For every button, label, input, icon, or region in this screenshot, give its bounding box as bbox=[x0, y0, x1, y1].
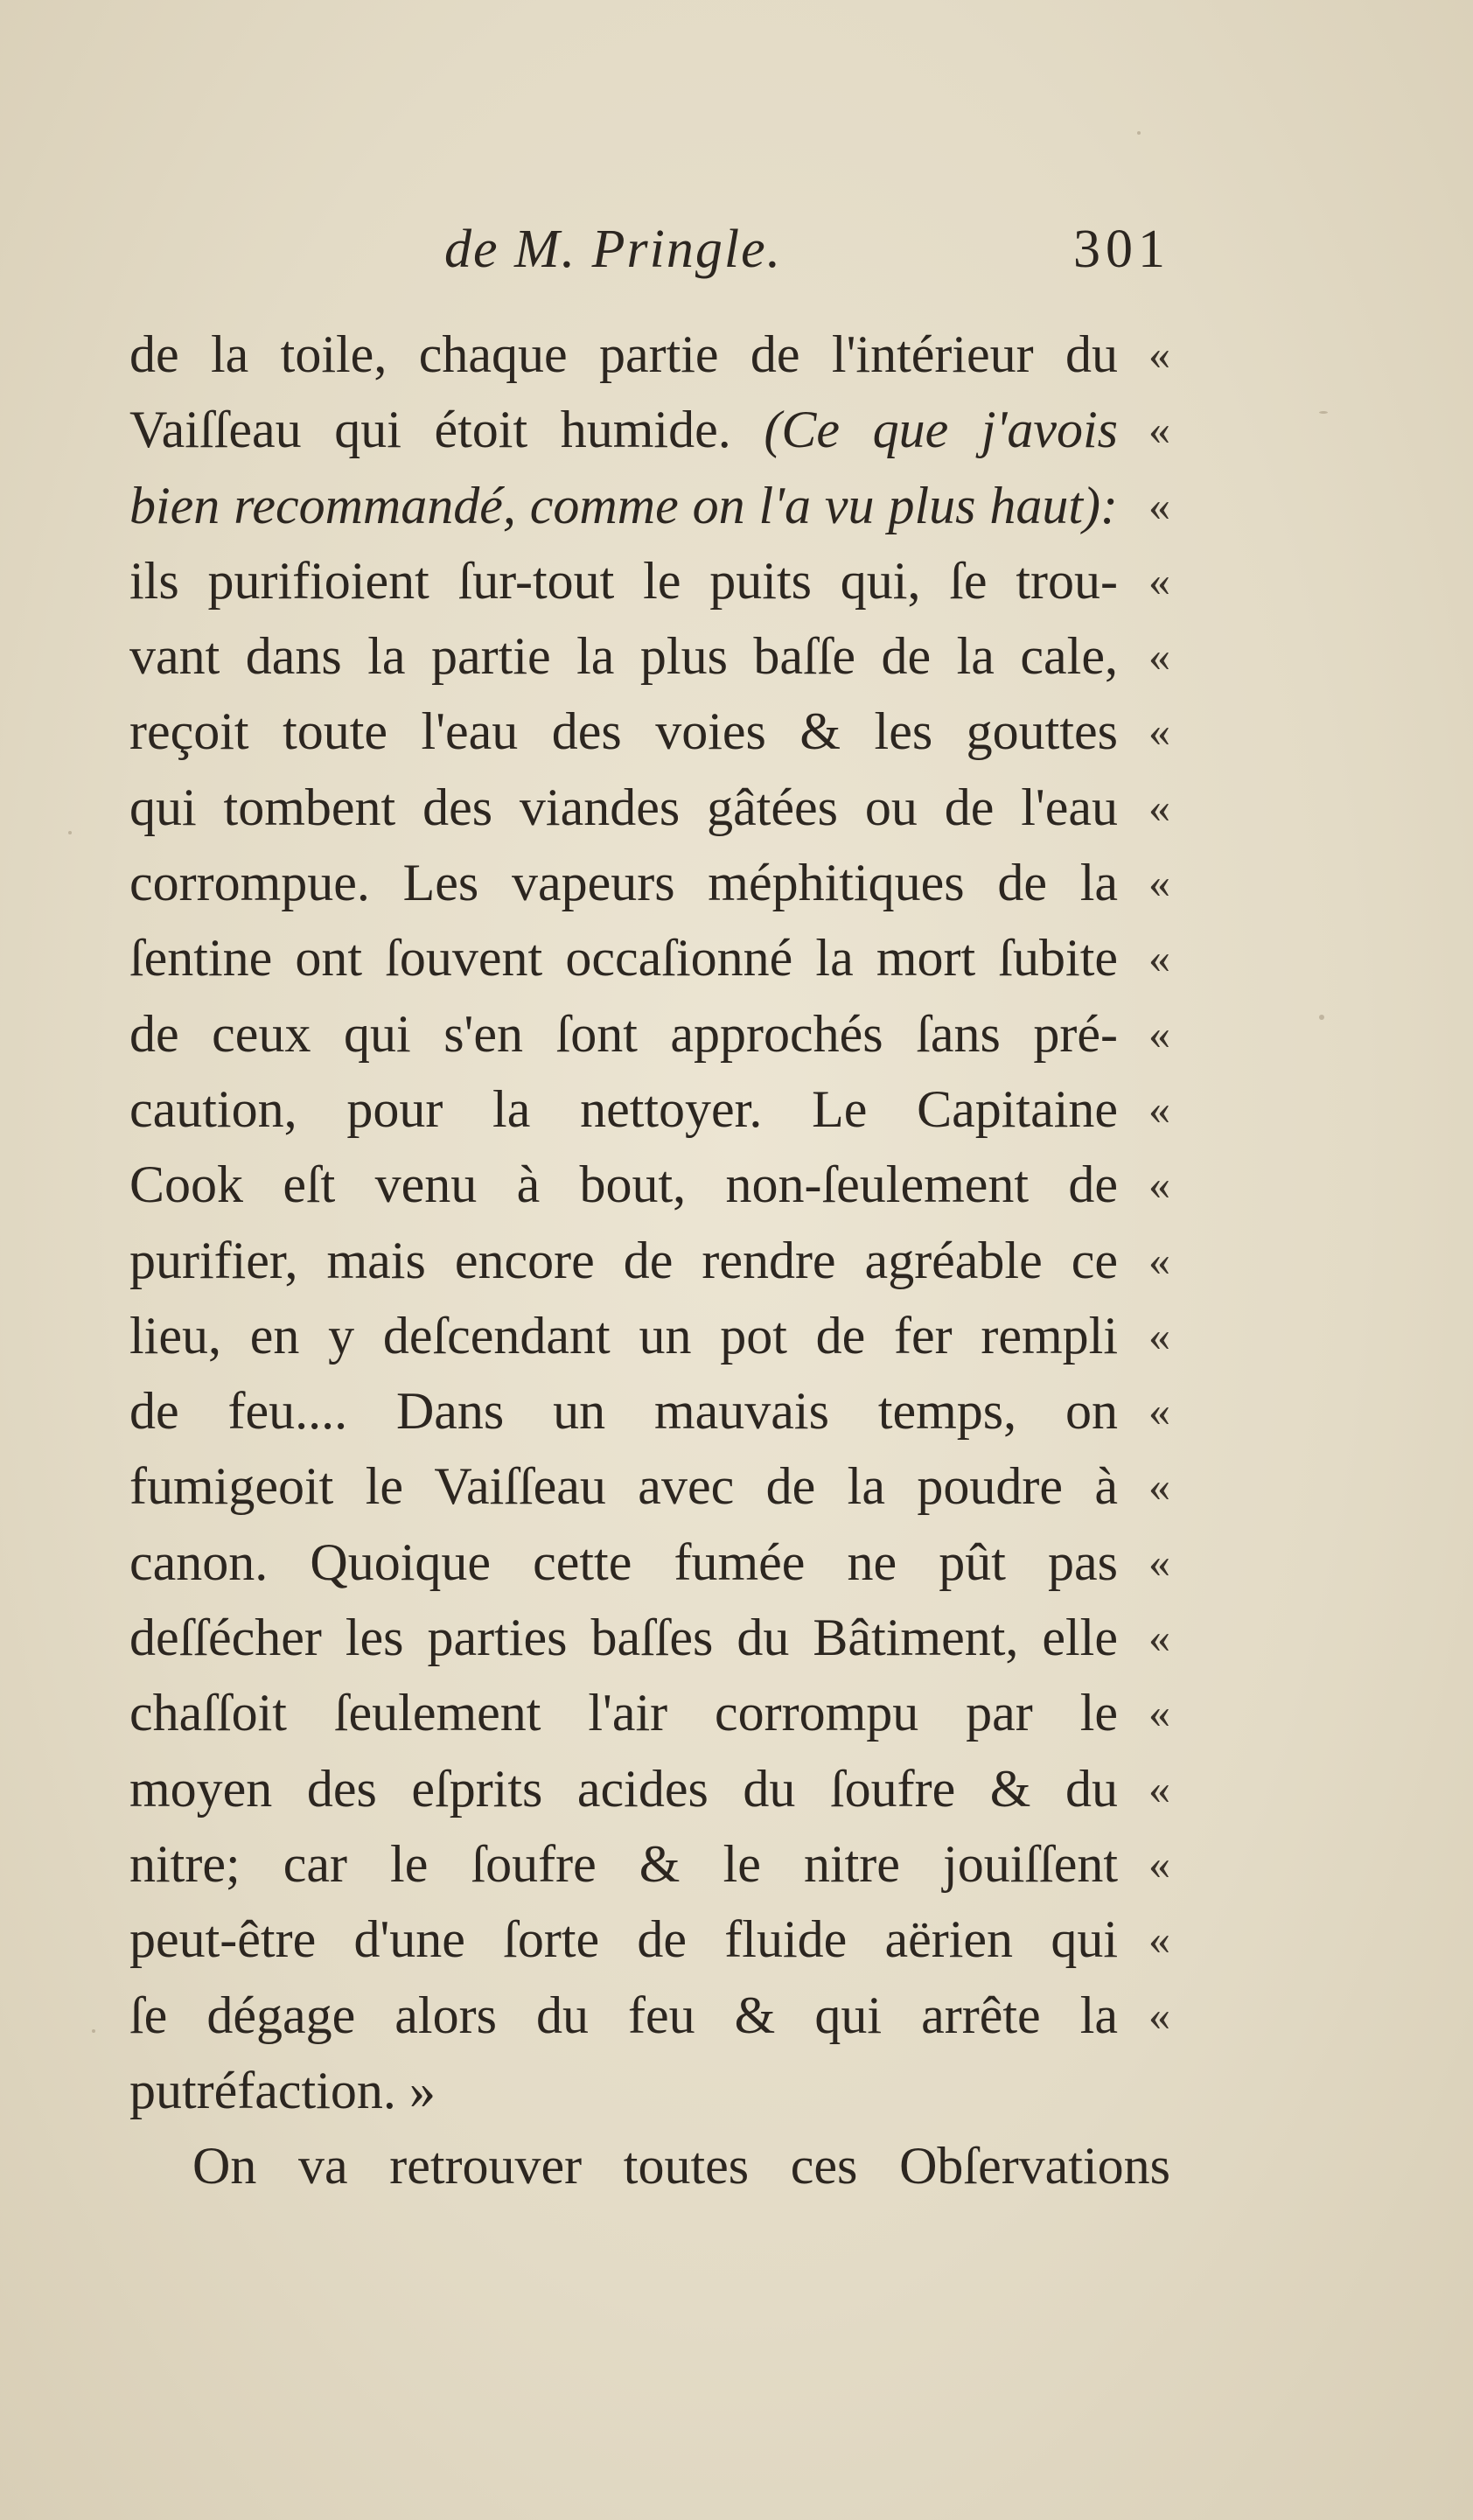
page-number: 301 bbox=[1073, 220, 1170, 279]
line-text: On va retrouver toutes ces Obſervations bbox=[192, 2137, 1170, 2195]
line-text: de la toile, chaque partie de l'intérieur du bbox=[129, 325, 1118, 383]
line-text: de feu.... Dans un mauvais temps, on bbox=[129, 1382, 1118, 1441]
text-line bbox=[129, 1902, 1170, 1977]
quote-mark: « bbox=[1148, 1688, 1170, 1738]
text-line bbox=[129, 1600, 1170, 1675]
line-text: vant dans la partie la plus baſſe de la cale, bbox=[129, 627, 1118, 686]
quote-mark: « bbox=[1148, 555, 1170, 605]
quote-mark: « bbox=[1148, 1009, 1170, 1058]
text-line bbox=[129, 1675, 1170, 1750]
text-line bbox=[129, 1072, 1170, 1147]
quote-mark: « bbox=[1148, 1310, 1170, 1360]
paper-speck bbox=[92, 2029, 95, 2033]
paragraph-start-line bbox=[129, 2128, 1170, 2203]
line-text: chaſſoit ſeulement l'air corrompu par le bbox=[129, 1684, 1118, 1742]
text-line bbox=[129, 1373, 1170, 1448]
paper-speck bbox=[1319, 411, 1328, 414]
line-text: qui tombent des viandes gâtées ou de l'eau bbox=[129, 778, 1118, 836]
text-line bbox=[129, 1448, 1170, 1524]
text-line bbox=[129, 770, 1170, 845]
paper-speck bbox=[68, 831, 72, 834]
quote-mark: « bbox=[1148, 330, 1170, 379]
quote-mark: « bbox=[1148, 1386, 1170, 1436]
quote-mark: « bbox=[1148, 1990, 1170, 2040]
quote-mark: « bbox=[1148, 858, 1170, 908]
line-text-italic: bien recommandé, comme on l'a vu plus haut): bbox=[129, 476, 1118, 534]
line-text-roman: Vaiſſeau qui étoit humide. bbox=[129, 401, 764, 459]
page-header bbox=[129, 219, 1170, 297]
text-line bbox=[129, 1978, 1170, 2053]
text-line bbox=[129, 468, 1170, 543]
line-text: fumigeoit le Vaiſſeau avec de la poudre à bbox=[129, 1457, 1118, 1516]
line-text: deſſécher les parties baſſes du Bâtiment, elle bbox=[129, 1609, 1118, 1667]
text-line bbox=[129, 920, 1170, 995]
text-line bbox=[129, 317, 1170, 392]
quote-mark: « bbox=[1148, 1462, 1170, 1511]
running-head: de M. Pringle. bbox=[444, 220, 783, 279]
line-text: ſe dégage alors du feu & qui arrête la bbox=[129, 1986, 1118, 2044]
body-text bbox=[129, 317, 1170, 2203]
quote-mark: « bbox=[1148, 1915, 1170, 1965]
line-text: peut-être d'une ſorte de fluide aërien qui bbox=[129, 1910, 1118, 1969]
line-text: purifier, mais encore de rendre agréable ce bbox=[129, 1231, 1118, 1289]
line-text: moyen des eſprits acides du ſoufre & du bbox=[129, 1759, 1118, 1818]
text-line bbox=[129, 694, 1170, 769]
text-line bbox=[129, 1751, 1170, 1826]
quote-mark: « bbox=[1148, 1160, 1170, 1210]
line-text: lieu, en y deſcendant un pot de fer rempli bbox=[129, 1306, 1118, 1365]
line-text bbox=[129, 392, 1118, 467]
text-line bbox=[129, 996, 1170, 1072]
paper-speck bbox=[1137, 131, 1141, 135]
line-text: Cook eſt venu à bout, non-ſeulement de bbox=[129, 1155, 1118, 1214]
line-text: de ceux qui s'en ſont approchés ſans pré- bbox=[129, 1004, 1118, 1063]
text-line bbox=[129, 845, 1170, 920]
line-text: canon. Quoique cette fumée ne pût pas bbox=[129, 1532, 1118, 1591]
quote-mark: « bbox=[1148, 405, 1170, 455]
text-line bbox=[129, 1298, 1170, 1373]
quote-mark: « bbox=[1148, 632, 1170, 681]
line-text: ils purifioient ſur-tout le puits qui, ſe trou- bbox=[129, 551, 1118, 610]
quote-mark: « bbox=[1148, 480, 1170, 530]
quote-mark: « bbox=[1148, 1839, 1170, 1888]
quote-mark: « bbox=[1148, 933, 1170, 983]
quote-mark: « bbox=[1148, 1763, 1170, 1813]
quote-mark: « bbox=[1148, 707, 1170, 757]
line-text: putréfaction. » bbox=[129, 2061, 436, 2119]
line-text: ſentine ont ſouvent occaſionné la mort ſubite bbox=[129, 929, 1118, 988]
text-line bbox=[129, 1223, 1170, 1298]
text-line bbox=[129, 2053, 1170, 2128]
line-text: nitre; car le ſoufre & le nitre jouiſſent bbox=[129, 1834, 1118, 1893]
text-line bbox=[129, 1826, 1170, 1902]
text-line bbox=[129, 1147, 1170, 1222]
line-text: reçoit toute l'eau des voies & les gouttes bbox=[129, 702, 1118, 761]
line-text: caution, pour la nettoyer. Le Capitaine bbox=[129, 1079, 1118, 1138]
text-line bbox=[129, 618, 1170, 694]
line-text: corrompue. Les vapeurs méphitiques de la bbox=[129, 854, 1118, 912]
text-line bbox=[129, 392, 1170, 467]
text-line bbox=[129, 543, 1170, 618]
quote-mark: « bbox=[1148, 1613, 1170, 1663]
quote-mark: « bbox=[1148, 1235, 1170, 1285]
quote-mark: « bbox=[1148, 1084, 1170, 1134]
text-line bbox=[129, 1525, 1170, 1600]
quote-mark: « bbox=[1148, 782, 1170, 832]
paper-speck bbox=[1319, 1015, 1324, 1020]
quote-mark: « bbox=[1148, 1537, 1170, 1587]
line-text-italic: (Ce que j'avois bbox=[764, 401, 1118, 459]
